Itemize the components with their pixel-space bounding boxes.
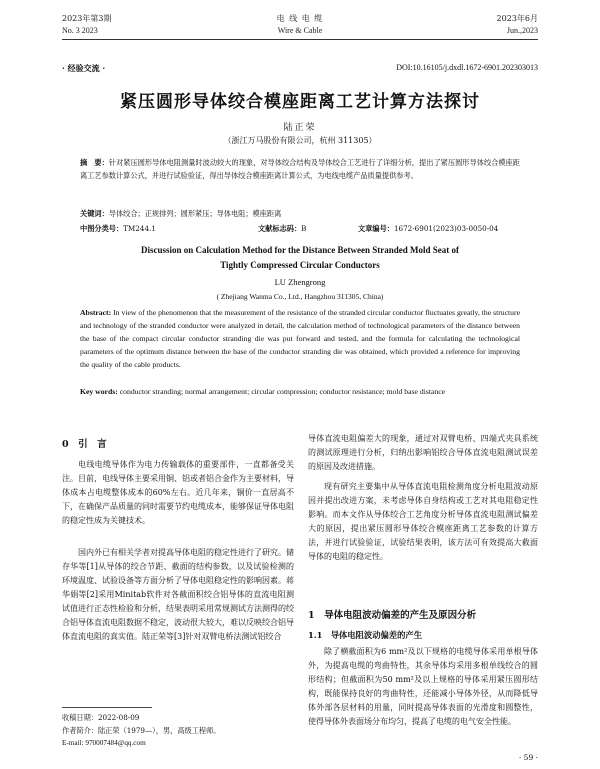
section-1-1-heading: 1.1 导体电阻波动偏差的产生: [308, 630, 422, 640]
title-en-line-2: Tightly Compressed Circular Conductors: [220, 260, 380, 270]
keywords-en-label: Key words:: [80, 387, 118, 396]
section-1-1-paragraph: 除了横截面积为6 mm²及以下规格的电缆导体采用单根导体外，为提高电缆的弯曲特性，其余导体均采用多根单线绞合的圆形结构；但截面积为50 mm²及以上规格的导体采用紧压圆形结构，既能保持良好的弯曲特性，还能减小导体外径，从而降低导体外部各层材料的用量，同时提高导体表面的光滑度和圆整性，使得导体外表面场分布均匀，提高了电缆的电气安全性能。: [308, 647, 538, 726]
clc-label: 中图分类号：: [80, 224, 124, 233]
header-date-cn: 2023年6月: [496, 14, 538, 23]
footnote-author: 作者简介：陆正荣（1979—），男，高级工程师。: [62, 726, 221, 735]
keywords-cn-label: 关键词：: [80, 209, 109, 218]
abstract-en-label: Abstract:: [80, 308, 112, 317]
article-id-value: 1672-6901(2023)03-0050-04: [393, 224, 499, 233]
affiliation-cn: （浙江万马股份有限公司，杭州 311305）: [223, 136, 377, 145]
keywords-cn-text: 导体绞合；正规排列；圆形紧压；导体电阻；模座距离: [108, 209, 282, 218]
header-journal-en: Wire & Cable: [277, 26, 323, 35]
header-issue-en: No. 3 2023: [62, 26, 98, 35]
author-en: LU Zhengrong: [274, 277, 326, 287]
header-rule: [62, 39, 538, 40]
abstract-cn-label: 摘 要：: [80, 158, 109, 167]
intro-paragraph-2: 国内外已有相关学者对提高导体电阻的稳定性进行了研究。储存华等[1]从导体的绞合节距、截面的结构参数，以及试验检测的环境温度、试验设备等方面分析了导体电阻稳定性的影响因素。蒋华娟等[2]采用Minitab软件对各截面积绞合铝导体的直流电阻测试值进行正态性检验和分析，结果表明采用常规测试方法测得的绞合铝导体直流电阻数据不稳定，波动很大较大，难以反映绞合铝导体直流电阻的真实值。陆正荣等[3]针对双臂电桥法测试铝绞合: [62, 548, 294, 641]
abstract-cn: [80, 156, 520, 182]
keywords-en-text: conductor stranding; normal arrangement; circular compression; conductor resistance; mold base distance: [119, 387, 446, 396]
title-en: [0, 243, 600, 273]
abstract-en-text: In view of the phenomenon that the measurement of the resistance of the stranded circular conductor fluctuates greatly, the structure and technology of the stranded conductor were analyzed in detail, the calculation method of technological parameters of the distance between the base of the compact circular conductor stranding die was put forward and tested, and the formula for calculating the technological parameters of the optimum distance between the base of the conductor stranding die was obtained, which provided a reference for improving the quality of the cable products.: [80, 308, 521, 369]
abstract-cn-text: 针对紧压圆形导体电阻测量时波动较大的现象，对导体绞合结构及导体绞合工艺进行了详细分析，提出了紧压圆形导体绞合模座距离工艺参数计算公式，并进行试验验证，得出导体绞合模座距离计算公式，为电线电缆产品质量提供参考。: [80, 158, 520, 180]
section-1-heading: 1 导体电阻波动偏差的产生及原因分析: [308, 610, 477, 621]
column-tag: · 经验交流 ·: [62, 63, 106, 73]
header-date-en: Jun.,2023: [506, 26, 538, 35]
header-journal-cn: 电 线 电 缆: [276, 14, 324, 23]
page-number: · 59 ·: [518, 753, 538, 762]
col2-paragraph-2: 现有研究主要集中从导体直流电阻检测角度分析电阻波动原因并提出改进方案，未考虑导体自身结构或工艺对其电阻稳定性影响。而本文作从导体绞合工艺角度分析导体直流电阻测试偏差大的原因，提出紧压圆形导体绞合模座距离工艺参数的计算方法，并进行试验验证，试验结果表明，该方法可有效提高大截面导体的电阻的稳定性。: [308, 482, 538, 561]
footnote-email: E-mail: 970007484@qq.com: [62, 739, 146, 747]
intro-heading: 0 引 言: [62, 439, 107, 450]
keywords-cn: [80, 207, 520, 220]
footnote: [62, 711, 220, 750]
doc-code-label: 文献标志码：: [258, 224, 302, 233]
header-issue-cn: 2023年第3期: [62, 14, 112, 23]
footnote-rule: [62, 707, 152, 708]
title-en-line-1: Discussion on Calculation Method for the Distance Between Stranded Mold Seat of: [140, 245, 460, 255]
affiliation-en: ( Zhejiang Wanma Co., Ltd., Hangzhou 311305, China): [216, 292, 384, 301]
footnote-received: 收稿日期：2022-08-09: [62, 713, 140, 722]
doi: DOI:10.16105/j.dxdl.1672-6901.202303013: [396, 63, 538, 72]
keywords-en: [80, 385, 520, 398]
clc-number: [80, 222, 156, 235]
abstract-en: [80, 306, 520, 371]
article-id: [358, 222, 498, 235]
intro-paragraph-1: 电线电缆导体作为电力传输载体的重要部件，一直都备受关注。目前，电线导体主要采用铜、铝或者铝合金作为主要材料，导体成本占电缆整体成本的60%左右。近几年来，铜价一直居高不下，在确保产品质量的同时需要节约电缆成本，能够保证导体电阻的稳定性成为关键技术。: [62, 460, 294, 525]
col2-paragraph-1: 导体直流电阻偏差大的现象，通过对双臂电桥、四端式夹具系统的测试原理进行分析，归纳出影响铝绞合导体直流电阻测试误差的原因及改进措施。: [308, 434, 538, 471]
doc-code-value: B: [301, 224, 307, 233]
article-id-label: 文章编号：: [358, 224, 394, 233]
title-cn: 紧压圆形导体绞合模座距离工艺计算方法探讨: [120, 92, 480, 112]
clc-value: TM244.1: [123, 224, 156, 233]
author-cn: 陆正荣: [283, 123, 317, 133]
doc-code: [258, 222, 306, 235]
